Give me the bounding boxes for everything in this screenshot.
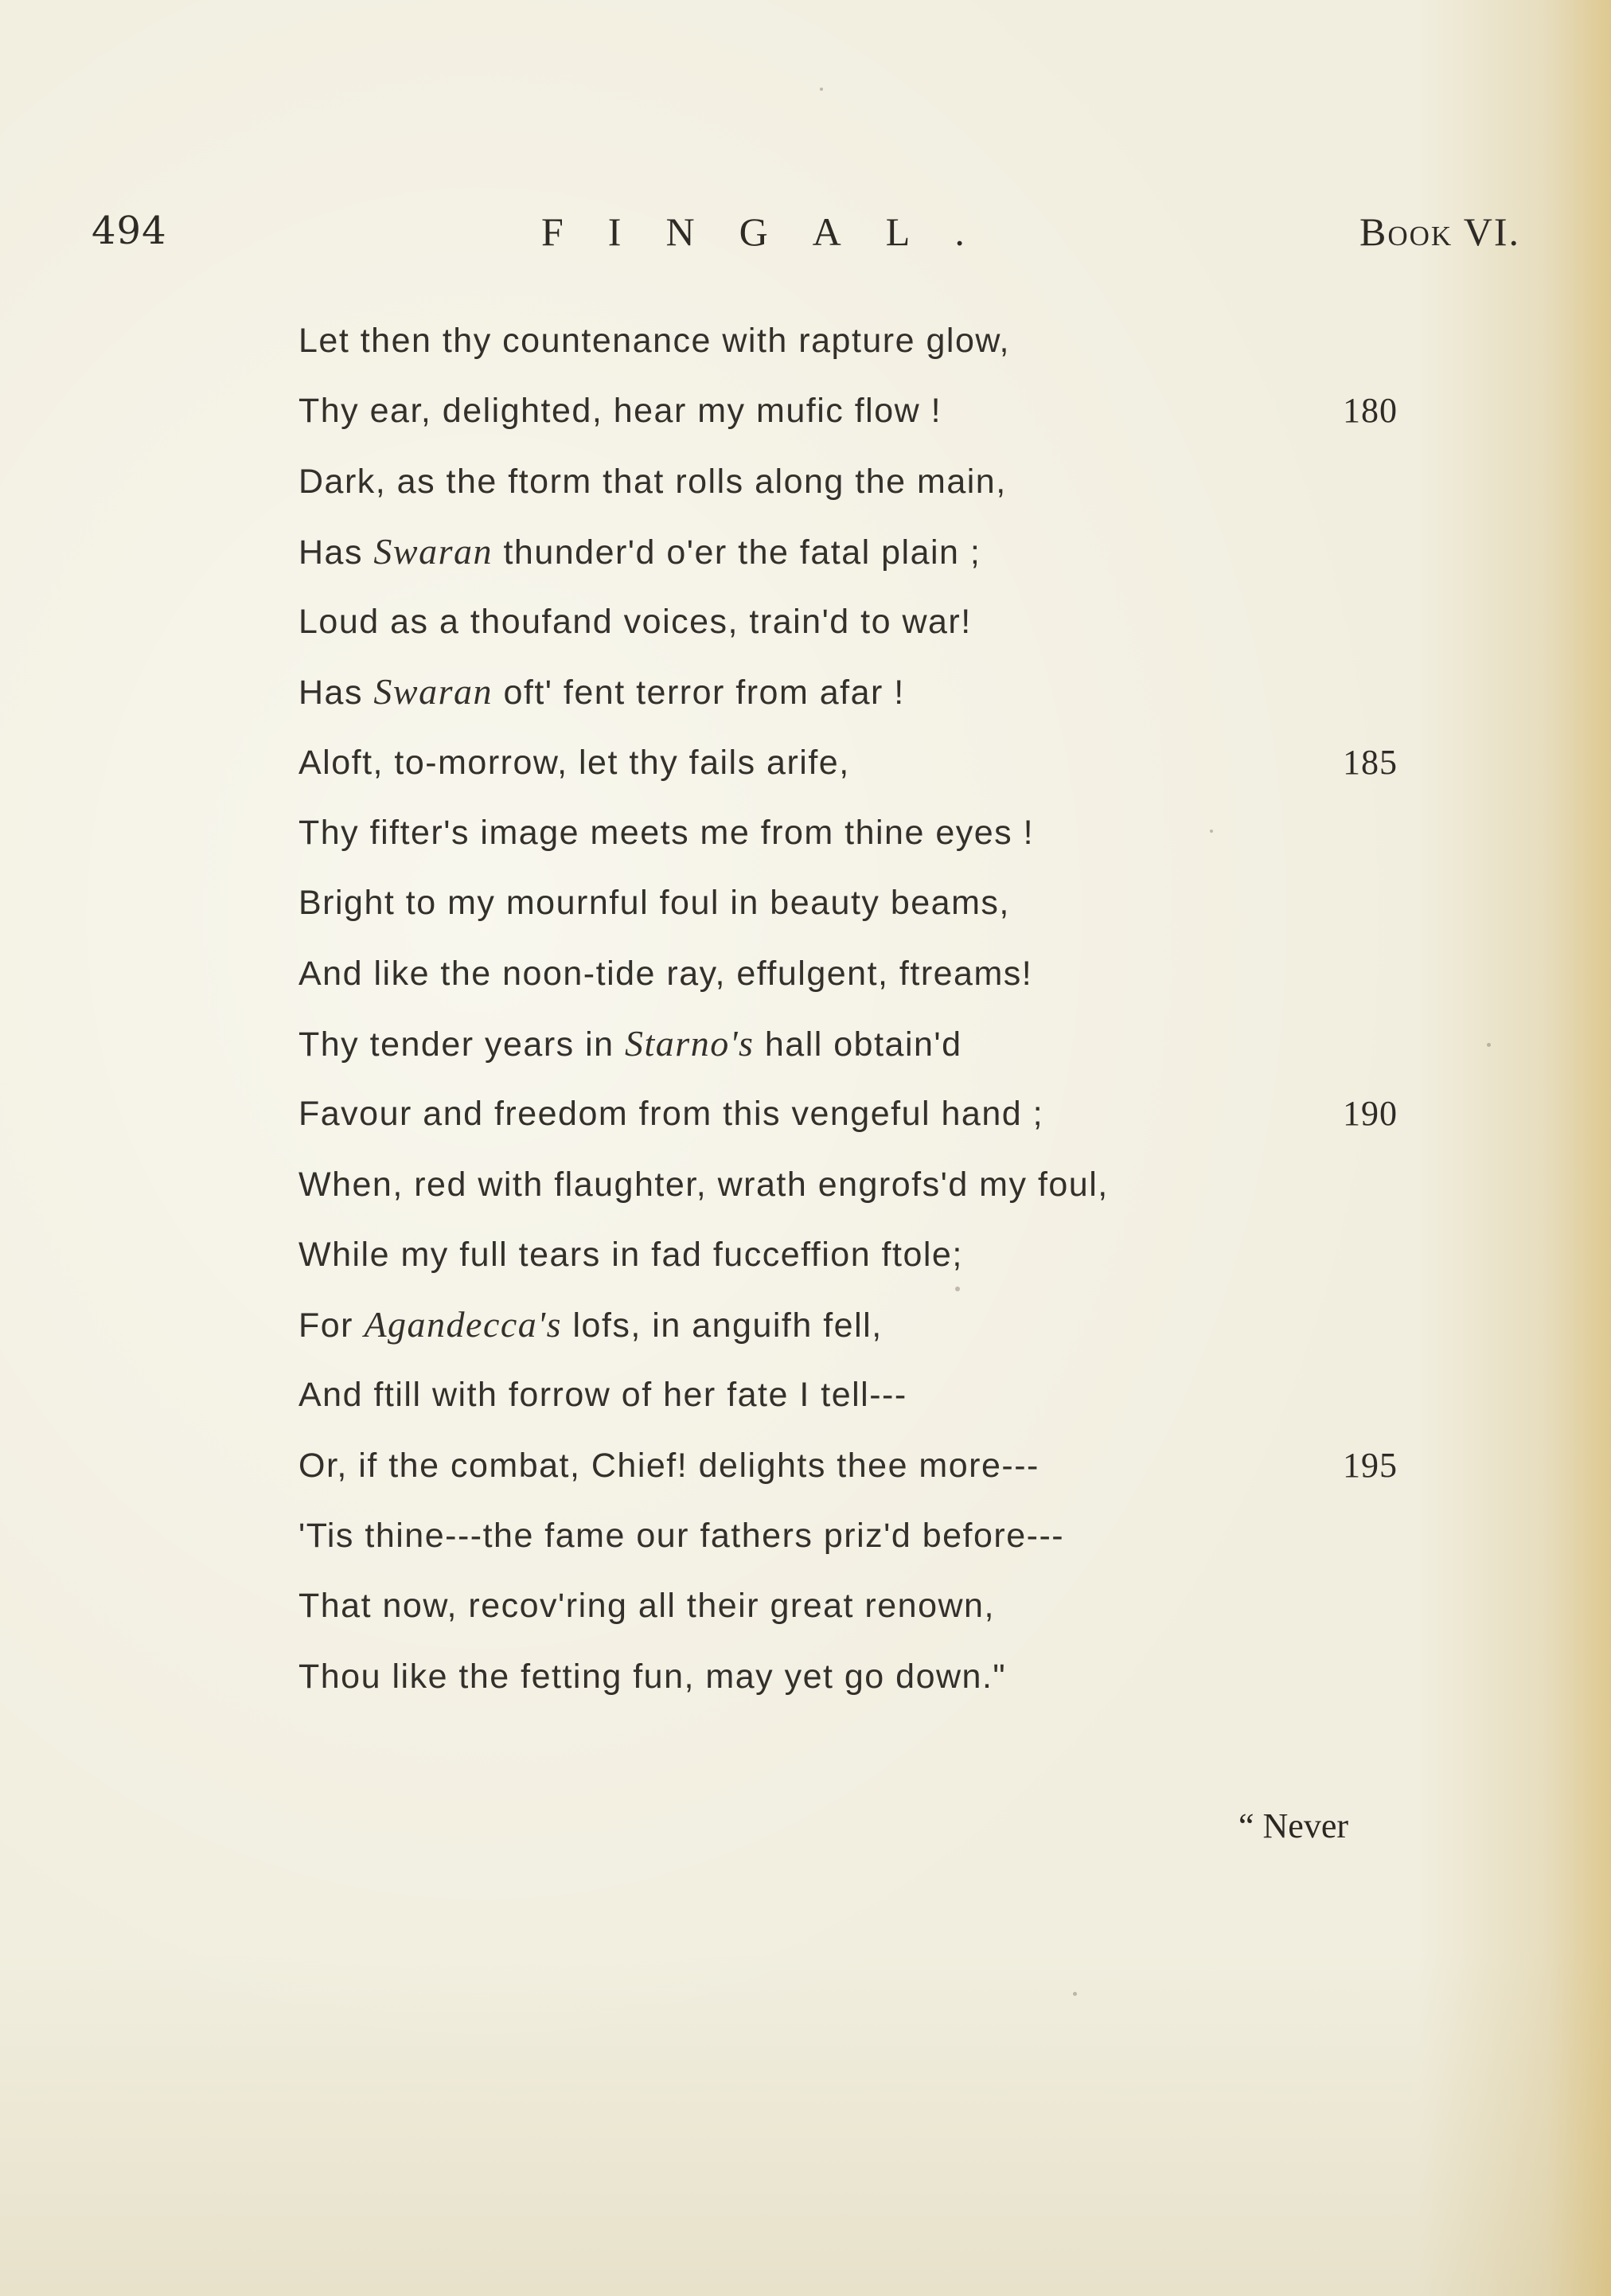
verse-text: Has: [298, 533, 374, 572]
verse-text: Thy fifter's image meets me from thine eyes !: [298, 814, 1035, 853]
verse-text: And like the noon-tide ray, effulgent, ftreams!: [298, 954, 1033, 993]
verse-text: oft' fent terror from afar !: [493, 674, 905, 713]
verse-text: Loud as a thoufand voices, train'd to war!: [298, 603, 972, 642]
running-title: FINGAL.: [541, 209, 1009, 254]
verse-text: Aloft, to-morrow, let thy fails arife,: [298, 743, 850, 782]
verse-line: [298, 1371, 1333, 1441]
paper-speck: [820, 88, 823, 91]
page-number: 494: [92, 209, 167, 253]
verse-text: thunder'd o'er the fatal plain ;: [493, 533, 981, 572]
verse-text: Bright to my mournful foul in beauty beams,: [298, 884, 1010, 923]
verse-line: [298, 1582, 1333, 1652]
verse-line: [298, 1512, 1333, 1582]
verse-text: For: [298, 1306, 365, 1345]
line-number: 185: [1343, 742, 1398, 782]
verse-text: And ftill with forrow of her fate I tell---: [298, 1376, 907, 1415]
verse-text: Dark, as the ftorm that rolls along the main,: [298, 462, 1007, 501]
verse-line: [298, 1653, 1333, 1723]
verse-italic-name: Agandecca's: [364, 1304, 563, 1345]
verse-text: Let then thy countenance with rapture glow,: [298, 322, 1010, 360]
verse-italic-name: Starno's: [625, 1022, 755, 1064]
verse-italic-name: Swaran: [373, 530, 493, 572]
verse-line: [298, 668, 1333, 738]
book-label: Book VI.: [1359, 209, 1521, 254]
verse-line: [298, 1301, 1333, 1371]
verse-line: [298, 458, 1333, 528]
paper-speck: [955, 1287, 960, 1291]
page-header: [0, 209, 1611, 272]
verse-text: While my full tears in fad fucceffion ftole;: [298, 1235, 963, 1274]
verse-block: [298, 317, 1398, 1723]
verse-text: Thy tender years in: [298, 1025, 626, 1064]
verse-line: [298, 1442, 1398, 1512]
paper-speck: [1210, 830, 1213, 833]
verse-text: That now, recov'ring all their great renown,: [298, 1587, 995, 1626]
verse-text: Or, if the combat, Chief! delights thee more---: [298, 1446, 1040, 1485]
line-number: 190: [1343, 1094, 1398, 1134]
verse-text: Thy ear, delighted, hear my mufic flow !: [298, 392, 942, 431]
paper-speck: [1073, 1992, 1077, 1996]
verse-line: [298, 879, 1333, 949]
verse-line: [298, 739, 1398, 809]
verse-italic-name: Swaran: [373, 671, 493, 713]
verse-text: Favour and freedom from this vengeful hand ;: [298, 1095, 1044, 1134]
verse-text: Thou like the fetting fun, may yet go down.": [298, 1657, 1007, 1696]
verse-text: 'Tis thine---the fame our fathers priz'd before---: [298, 1517, 1065, 1556]
verse-line: [298, 809, 1333, 879]
paper-speck: [1487, 1043, 1491, 1047]
line-number: 180: [1343, 391, 1398, 431]
verse-line: [298, 1161, 1333, 1231]
verse-line: [298, 317, 1333, 387]
verse-line: [298, 387, 1398, 457]
catchword: “ Never: [1238, 1806, 1349, 1845]
verse-text: hall obtain'd: [754, 1025, 962, 1064]
line-number: 195: [1343, 1445, 1398, 1485]
verse-line: [298, 1231, 1333, 1301]
verse-text: When, red with flaughter, wrath engrofs'd my foul,: [298, 1165, 1109, 1204]
verse-text: lofs, in anguifh fell,: [562, 1306, 883, 1345]
verse-line: [298, 1020, 1333, 1090]
verse-text: Has: [298, 674, 374, 713]
verse-line: [298, 598, 1333, 668]
verse-line: [298, 528, 1333, 598]
verse-line: [298, 950, 1333, 1020]
verse-line: [298, 1090, 1398, 1160]
